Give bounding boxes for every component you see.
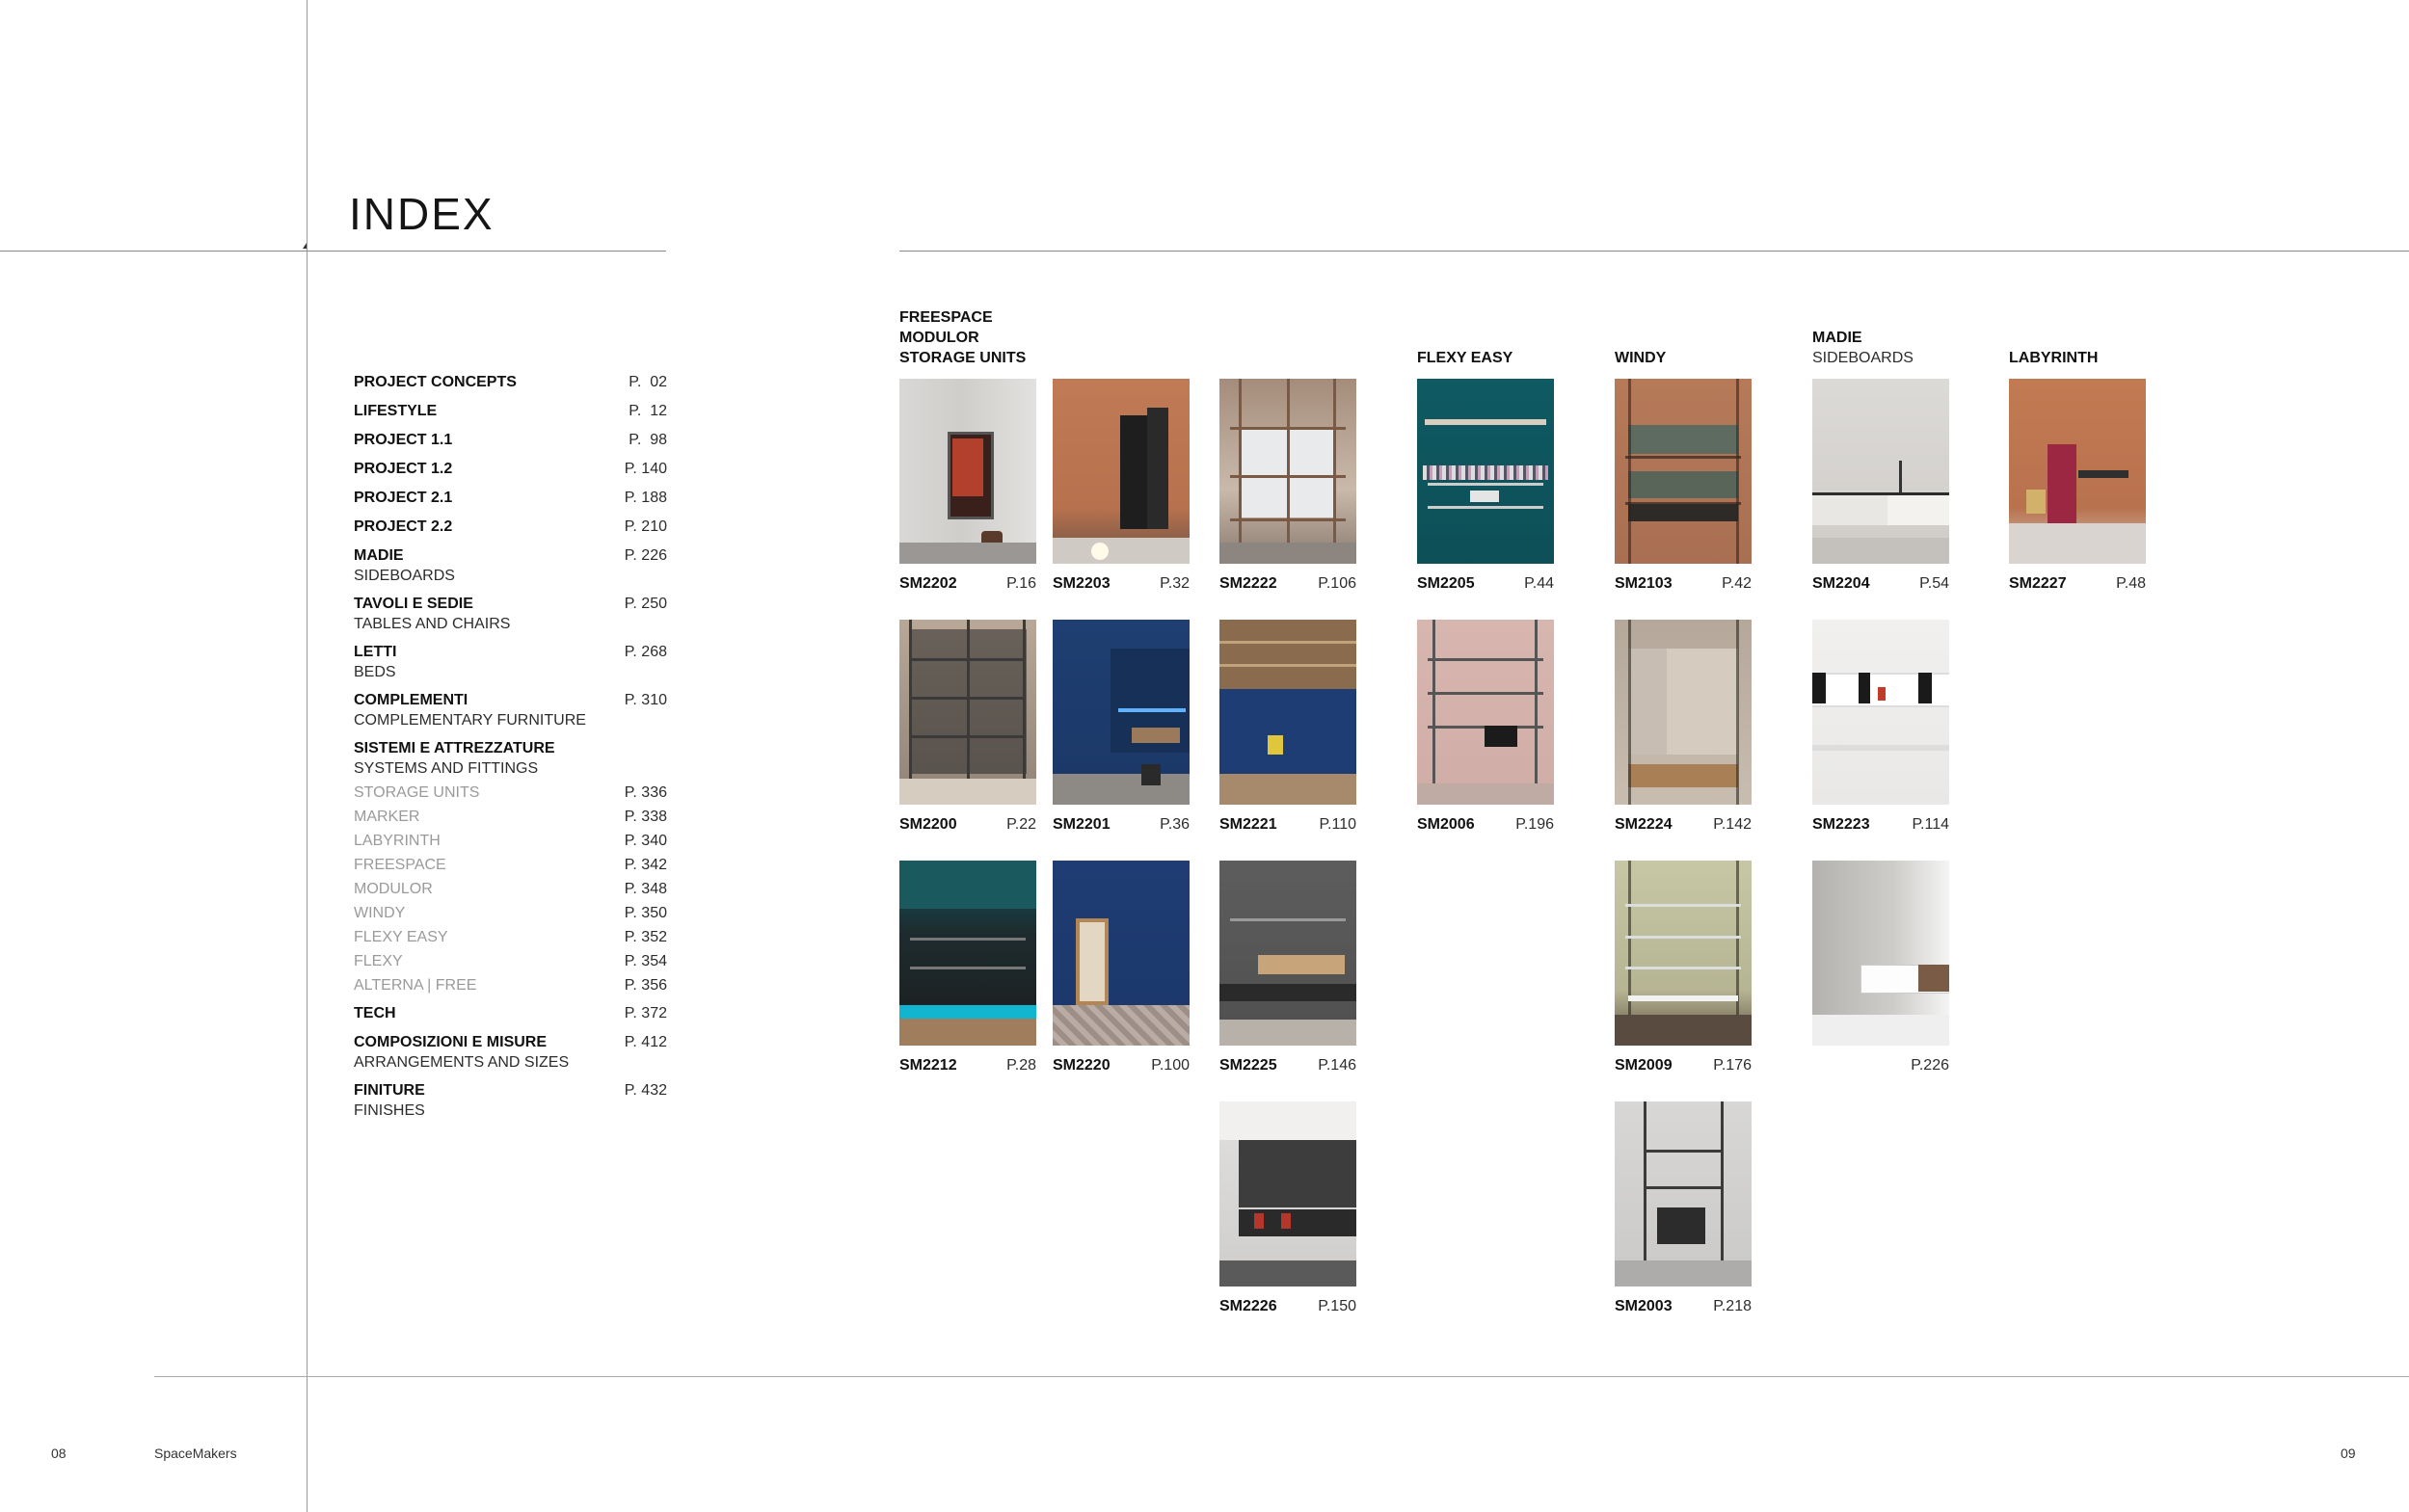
- toc-subitem-title: FLEXY: [354, 953, 403, 969]
- toc-item[interactable]: [354, 401, 667, 421]
- toc-item-title: LIFESTYLE: [354, 403, 438, 419]
- footer-page-right: 09: [2341, 1446, 2356, 1461]
- product-thumbnail[interactable]: [1219, 861, 1356, 1046]
- toc-item[interactable]: [354, 517, 667, 537]
- toc-subitem[interactable]: [354, 805, 667, 829]
- category-freespace: [899, 307, 1026, 368]
- toc-item-subtitle: COMPLEMENTARY FURNITURE: [354, 712, 586, 729]
- toc-item-page: P. 340: [624, 833, 667, 849]
- toc-item-page: P. 354: [624, 953, 667, 969]
- product-page: P.146: [1318, 1057, 1356, 1074]
- toc-item-title: PROJECT CONCEPTS: [354, 374, 517, 390]
- product-thumbnail[interactable]: [899, 620, 1036, 805]
- category-title: MADIE: [1812, 330, 1862, 346]
- category-title: FLEXY EASY: [1417, 350, 1513, 366]
- product-card[interactable]: [1219, 861, 1356, 1074]
- product-page: P.196: [1515, 816, 1554, 833]
- toc-item-page: P. 210: [624, 518, 667, 535]
- product-card[interactable]: [1417, 620, 1554, 833]
- toc-item-page: P. 250: [624, 596, 667, 612]
- product-thumbnail[interactable]: [1417, 379, 1554, 564]
- table-of-contents: [354, 372, 667, 1121]
- product-thumbnail[interactable]: [1615, 1101, 1752, 1287]
- product-page: P.42: [1722, 575, 1752, 592]
- toc-item-subtitle: SYSTEMS AND FITTINGS: [354, 760, 539, 777]
- toc-item-subtitle: ARRANGEMENTS AND SIZES: [354, 1054, 570, 1071]
- category-line: FREESPACE: [899, 309, 993, 326]
- toc-item-title: MADIE: [354, 547, 404, 564]
- toc-subitem[interactable]: [354, 925, 667, 949]
- product-page: P.48: [2116, 575, 2146, 592]
- toc-item-page: P. 98: [629, 432, 667, 448]
- toc-item-subtitle: BEDS: [354, 664, 396, 680]
- toc-item[interactable]: [354, 459, 667, 479]
- corner-mark-icon: [303, 243, 307, 249]
- toc-item-page: P. 372: [624, 1005, 667, 1021]
- toc-item[interactable]: [354, 690, 667, 730]
- margin-rule-vertical: [307, 0, 308, 1512]
- toc-subitem[interactable]: [354, 949, 667, 973]
- toc-item-page: P. 310: [624, 692, 667, 708]
- product-code: SM2203: [1053, 575, 1111, 592]
- product-page: P.142: [1713, 816, 1752, 833]
- toc-item-title: TAVOLI E SEDIE: [354, 596, 473, 612]
- product-card[interactable]: [1812, 379, 1949, 592]
- toc-item-title: LETTI: [354, 644, 397, 660]
- toc-item-page: P. 02: [629, 374, 667, 390]
- product-page: P.28: [1006, 1057, 1036, 1074]
- title-rule-right: [899, 251, 2409, 252]
- toc-item[interactable]: [354, 372, 667, 392]
- product-page: P.110: [1319, 816, 1356, 833]
- toc-item-page: P. 432: [624, 1082, 667, 1099]
- toc-subitem-title: FLEXY EASY: [354, 929, 448, 945]
- product-code: SM2227: [2009, 575, 2067, 592]
- product-page: P.150: [1318, 1298, 1356, 1314]
- product-card[interactable]: [1615, 379, 1752, 592]
- toc-subitem[interactable]: [354, 877, 667, 901]
- toc-subitem[interactable]: [354, 829, 667, 853]
- product-card[interactable]: [1219, 379, 1356, 592]
- product-thumbnail[interactable]: [1219, 379, 1356, 564]
- toc-item[interactable]: [354, 642, 667, 682]
- title-rule-left: [0, 251, 666, 252]
- toc-item-subtitle: FINISHES: [354, 1102, 425, 1119]
- category-madie: [1812, 328, 1914, 368]
- toc-item-title: PROJECT 1.2: [354, 461, 453, 477]
- toc-item-title: PROJECT 1.1: [354, 432, 453, 448]
- category-line: MODULOR: [899, 330, 979, 346]
- product-code: SM2212: [899, 1057, 957, 1074]
- product-code: SM2003: [1615, 1298, 1673, 1314]
- toc-subitem[interactable]: [354, 901, 667, 925]
- product-card[interactable]: [1053, 620, 1190, 833]
- product-thumbnail[interactable]: [1053, 861, 1190, 1046]
- product-thumbnail[interactable]: [1615, 620, 1752, 805]
- toc-item-page: P. 336: [624, 784, 667, 801]
- toc-item-page: P. 12: [629, 403, 667, 419]
- product-code: SM2224: [1615, 816, 1673, 833]
- product-code: SM2204: [1812, 575, 1870, 592]
- product-code: SM2223: [1812, 816, 1870, 833]
- product-code: SM2225: [1219, 1057, 1277, 1074]
- toc-item-title: PROJECT 2.1: [354, 490, 453, 506]
- product-code: SM2201: [1053, 816, 1111, 833]
- toc-item[interactable]: [354, 1003, 667, 1023]
- product-page: P.16: [1006, 575, 1036, 592]
- toc-item-page: P. 226: [624, 547, 667, 564]
- category-subtitle: SIDEBOARDS: [1812, 350, 1914, 366]
- toc-item-page: P. 140: [624, 461, 667, 477]
- toc-subitem-title: WINDY: [354, 905, 406, 921]
- toc-item[interactable]: [354, 738, 667, 779]
- toc-item[interactable]: [354, 1032, 667, 1073]
- product-code: SM2006: [1417, 816, 1475, 833]
- toc-item-subtitle: SIDEBOARDS: [354, 568, 455, 584]
- product-thumbnail[interactable]: [1219, 1101, 1356, 1287]
- toc-item[interactable]: [354, 594, 667, 634]
- toc-item[interactable]: [354, 1080, 667, 1121]
- product-code: SM2009: [1615, 1057, 1673, 1074]
- toc-subitem-title: ALTERNA | FREE: [354, 977, 477, 994]
- product-thumbnail[interactable]: [2009, 379, 2146, 564]
- product-page: P.100: [1151, 1057, 1190, 1074]
- product-page: P.32: [1160, 575, 1190, 592]
- toc-item-title: COMPLEMENTI: [354, 692, 468, 708]
- toc-item-page: P. 412: [624, 1034, 667, 1050]
- toc-item[interactable]: [354, 488, 667, 508]
- footer-rule: [154, 1376, 2409, 1377]
- category-line: STORAGE UNITS: [899, 350, 1027, 366]
- product-thumbnail[interactable]: [1615, 379, 1752, 564]
- toc-item-page: P. 338: [624, 809, 667, 825]
- toc-item[interactable]: [354, 430, 667, 450]
- toc-subitem-title: MARKER: [354, 809, 420, 825]
- product-code: SM2221: [1219, 816, 1277, 833]
- product-page: P.54: [1919, 575, 1949, 592]
- product-page: P.44: [1524, 575, 1554, 592]
- page-title: INDEX: [349, 188, 495, 239]
- product-card[interactable]: [899, 620, 1036, 833]
- product-page: P.106: [1318, 575, 1356, 592]
- toc-item-title: SISTEMI E ATTREZZATURE: [354, 740, 555, 756]
- toc-item-page: P. 350: [624, 905, 667, 921]
- product-card[interactable]: [1417, 379, 1554, 592]
- product-thumbnail[interactable]: [899, 861, 1036, 1046]
- category-title: WINDY: [1615, 350, 1667, 366]
- toc-item-title: FINITURE: [354, 1082, 425, 1099]
- product-page: P.218: [1713, 1298, 1752, 1314]
- product-card[interactable]: [899, 379, 1036, 592]
- toc-subitem-title: LABYRINTH: [354, 833, 441, 849]
- product-card[interactable]: [1812, 861, 1949, 1074]
- product-code: SM2200: [899, 816, 957, 833]
- toc-item-title: COMPOSIZIONI E MISURE: [354, 1034, 548, 1050]
- product-code: SM2202: [899, 575, 957, 592]
- product-card[interactable]: [899, 861, 1036, 1074]
- toc-subitem-title: MODULOR: [354, 881, 433, 897]
- product-code: SM2220: [1053, 1057, 1111, 1074]
- toc-item-page: P. 348: [624, 881, 667, 897]
- toc-item-page: P. 356: [624, 977, 667, 994]
- toc-item-page: P. 188: [624, 490, 667, 506]
- toc-item-subtitle: TABLES AND CHAIRS: [354, 616, 511, 632]
- toc-item-page: P. 268: [624, 644, 667, 660]
- product-thumbnail[interactable]: [1812, 620, 1949, 805]
- product-page: P.114: [1912, 816, 1949, 833]
- product-thumbnail[interactable]: [899, 379, 1036, 564]
- product-card[interactable]: [2009, 379, 2146, 592]
- footer-brand: SpaceMakers: [154, 1446, 237, 1461]
- product-code: SM2226: [1219, 1298, 1277, 1314]
- toc-item-page: P. 352: [624, 929, 667, 945]
- product-card[interactable]: [1219, 1101, 1356, 1314]
- category-flexy-easy: [1417, 348, 1512, 368]
- product-code: SM2103: [1615, 575, 1673, 592]
- toc-item-page: P. 342: [624, 857, 667, 873]
- toc-item-title: PROJECT 2.2: [354, 518, 453, 535]
- product-thumbnail[interactable]: [1812, 379, 1949, 564]
- toc-subitem-title: STORAGE UNITS: [354, 784, 480, 801]
- product-card[interactable]: [1219, 620, 1356, 833]
- product-card[interactable]: [1812, 620, 1949, 833]
- product-card[interactable]: [1615, 620, 1752, 833]
- product-code: SM2222: [1219, 575, 1277, 592]
- product-page: P.176: [1713, 1057, 1752, 1074]
- product-thumbnail[interactable]: [1053, 379, 1190, 564]
- category-windy: [1615, 348, 1666, 368]
- toc-subitem-title: FREESPACE: [354, 857, 446, 873]
- product-thumbnail[interactable]: [1812, 861, 1949, 1046]
- toc-item-title: TECH: [354, 1005, 396, 1021]
- product-thumbnail[interactable]: [1053, 620, 1190, 805]
- toc-subitem[interactable]: [354, 973, 667, 997]
- toc-item[interactable]: [354, 545, 667, 586]
- product-card[interactable]: [1615, 1101, 1752, 1314]
- category-title: LABYRINTH: [2009, 350, 2099, 366]
- product-code: SM2205: [1417, 575, 1475, 592]
- product-page: P.36: [1160, 816, 1190, 833]
- product-card[interactable]: [1053, 861, 1190, 1074]
- product-thumbnail[interactable]: [1615, 861, 1752, 1046]
- product-page: P.22: [1006, 816, 1036, 833]
- product-thumbnail[interactable]: [1219, 620, 1356, 805]
- category-labyrinth: [2009, 348, 2098, 368]
- toc-subitem[interactable]: [354, 781, 667, 805]
- product-thumbnail[interactable]: [1417, 620, 1554, 805]
- footer-page-left: 08: [51, 1446, 67, 1461]
- product-card[interactable]: [1615, 861, 1752, 1074]
- product-page: P.226: [1911, 1057, 1949, 1074]
- toc-subitem[interactable]: [354, 853, 667, 877]
- product-card[interactable]: [1053, 379, 1190, 592]
